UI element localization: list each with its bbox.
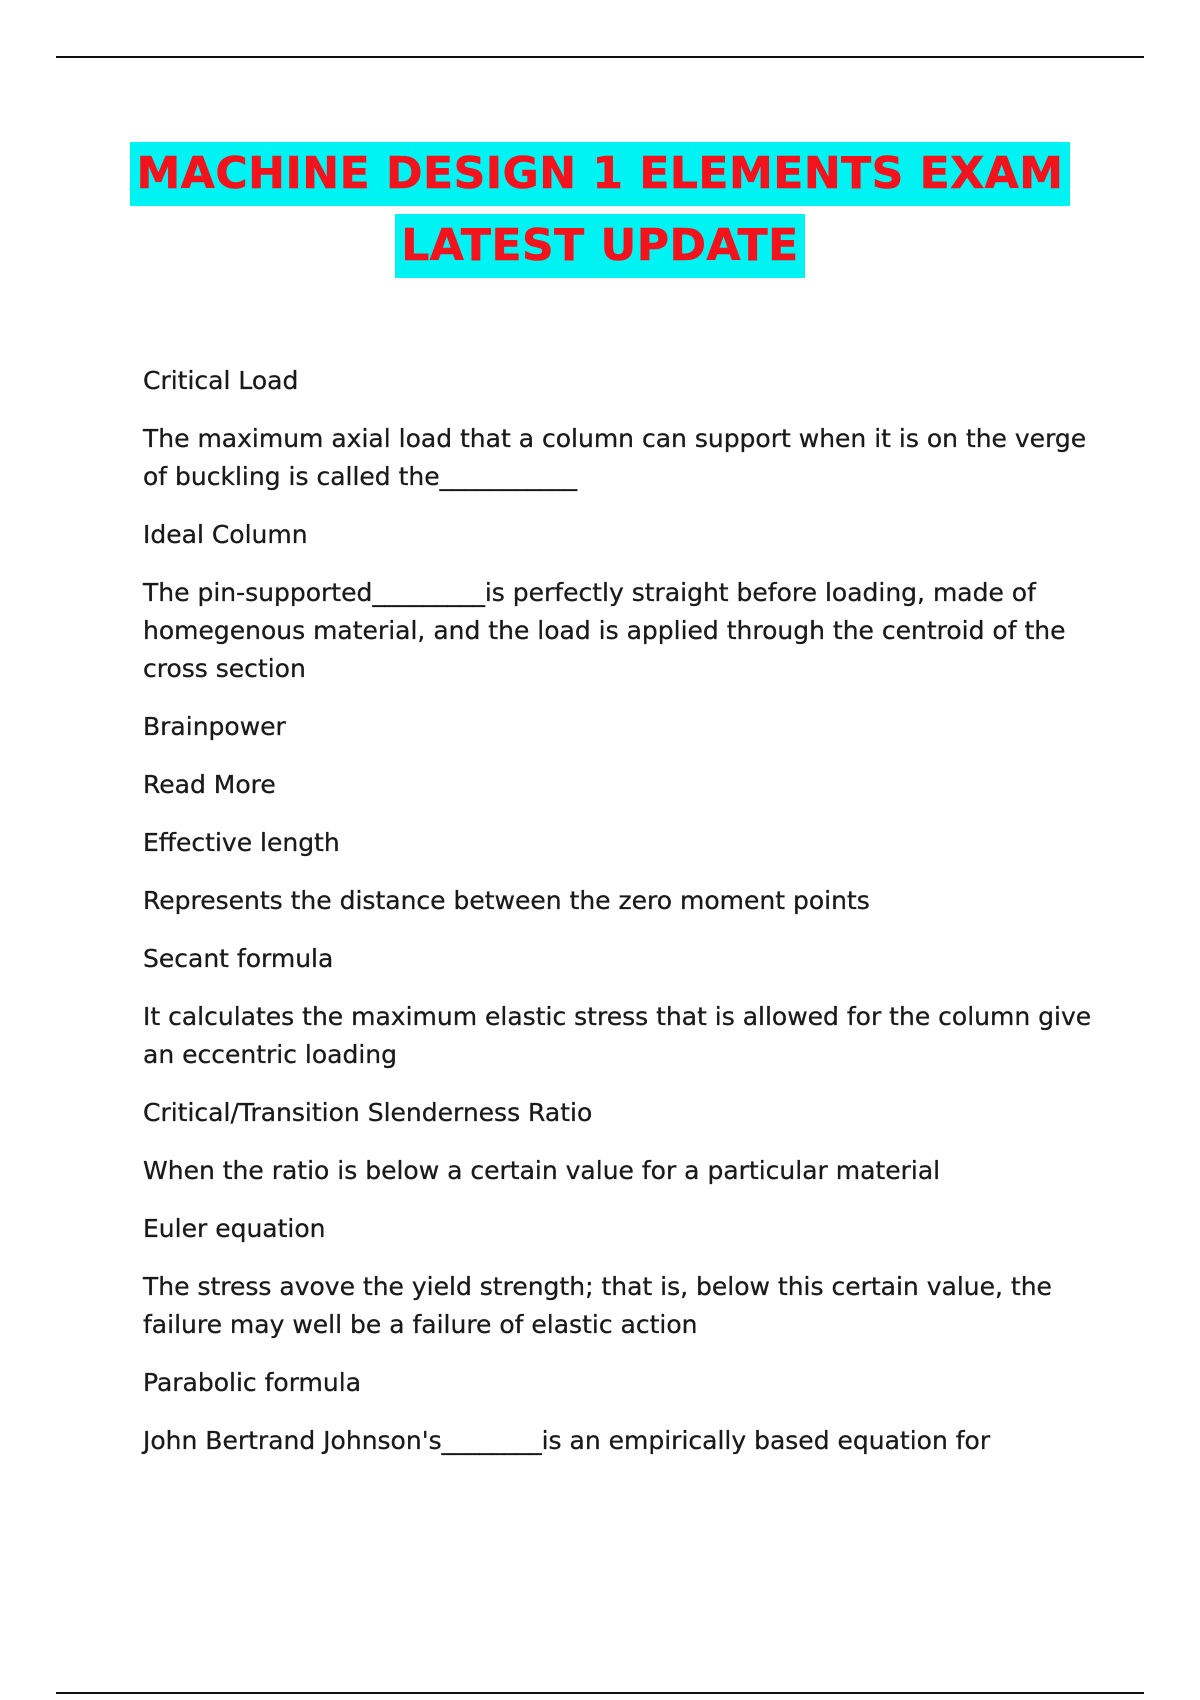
brainpower-label: Brainpower [143, 712, 286, 741]
definition-secant-formula: It calculates the maximum elastic stress that is allowed for the column give an eccentric loading [143, 1002, 1092, 1069]
term-critical-load: Critical Load [143, 366, 299, 395]
term-slenderness-ratio: Critical/Transition Slenderness Ratio [143, 1098, 593, 1127]
term-effective-length: Effective length [143, 828, 340, 857]
definition-ideal-column: The pin-supported_________is perfectly straight before loading, made of homegenous material, and the load is applied through the centroid of the cross section [143, 578, 1066, 683]
title-line-2: LATEST UPDATE [395, 214, 804, 278]
read-more-link[interactable]: Read More [143, 770, 276, 799]
title-line-1: MACHINE DESIGN 1 ELEMENTS EXAM [130, 142, 1069, 206]
definition-slenderness-ratio: When the ratio is below a certain value for a particular material [143, 1156, 941, 1185]
term-secant-formula: Secant formula [143, 944, 334, 973]
term-ideal-column: Ideal Column [143, 520, 308, 549]
document-body [143, 362, 1103, 1480]
bottom-rule [56, 1692, 1144, 1694]
definition-critical-load: The maximum axial load that a column can support when it is on the verge of buckling is called the___________ [143, 424, 1087, 491]
top-rule [56, 56, 1144, 58]
definition-effective-length: Represents the distance between the zero moment points [143, 886, 870, 915]
definition-parabolic-formula: John Bertrand Johnson's________is an empirically based equation for [143, 1426, 991, 1455]
term-euler-equation: Euler equation [143, 1214, 326, 1243]
term-parabolic-formula: Parabolic formula [143, 1368, 362, 1397]
document-title [0, 142, 1200, 278]
definition-euler-equation: The stress avove the yield strength; that is, below this certain value, the failure may well be a failure of elastic action [143, 1272, 1052, 1339]
